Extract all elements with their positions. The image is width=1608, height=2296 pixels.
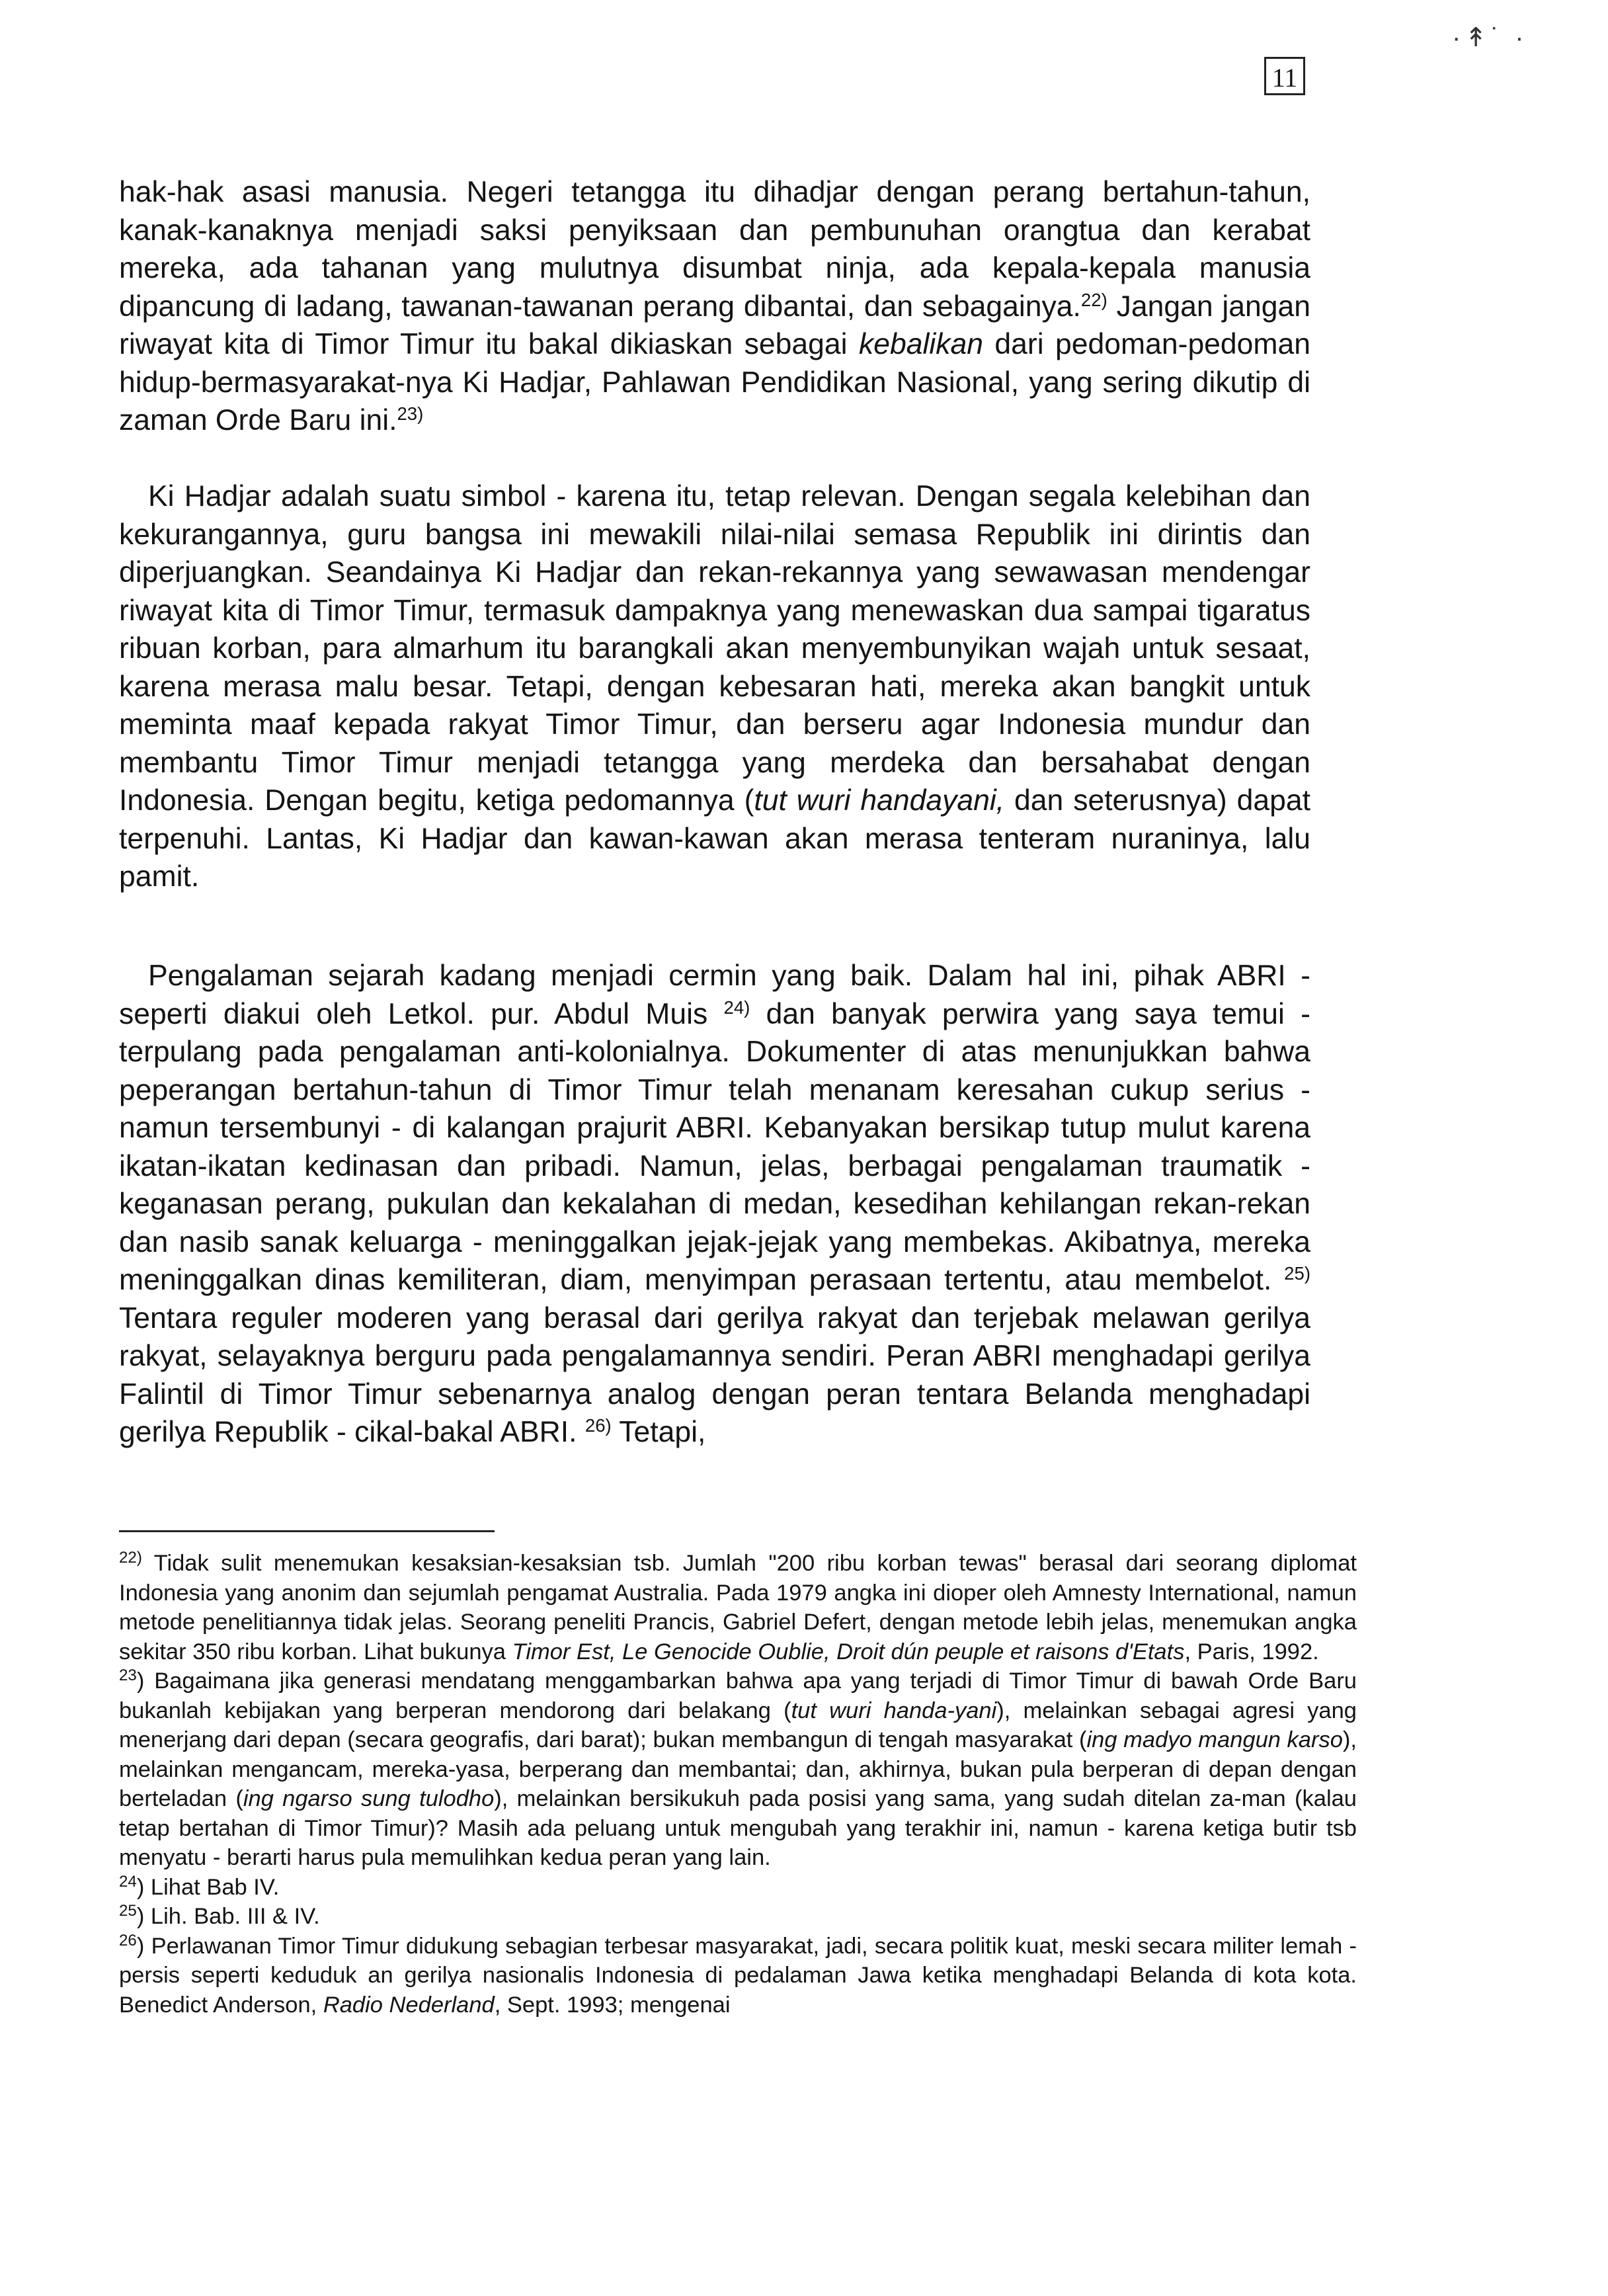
paragraph	[119, 477, 1310, 896]
footnote-23	[119, 1666, 1357, 1873]
text-run: Tentara reguler moderen yang berasal dari gerilya rakyat dan terjebak melawan gerilya rakyat, selayaknya berguru pada pengalamannya sendiri. Peran ABRI menghadapi gerilya Falintil di Timor Timur sebenarnya analog dengan peran tentara Belanda menghadapi gerilya Republik - cikal-bakal ABRI.	[119, 1301, 1310, 1448]
footnote-22	[119, 1549, 1357, 1666]
italic-text: kebalikan	[858, 328, 983, 360]
text-run: Tidak sulit menemukan kesaksian-kesaksian tsb. Jumlah "200 ribu korban tewas" berasal dari seorang diplomat Indonesia yang anonim dan sejumlah pengamat Australia. Pada 1979 angka ini dioper oleh Amnesty International, namun metode penelitiannya tidak jelas. Seorang peneliti Prancis, Gabriel Defert, dengan metode lebih jelas, menemukan angka sekitar 350 ribu korban. Lihat bukunya	[119, 1551, 1357, 1664]
body-paragraph-3	[119, 957, 1310, 1452]
footnote-ref: 26)	[584, 1414, 612, 1436]
footnote-25	[119, 1902, 1357, 1932]
text-run: dan seterusnya) dapat terpenuhi. Lantas, Ki Hadjar dan kawan-kawan akan merasa tenteram nuraninya, lalu pamit.	[119, 784, 1310, 893]
text-run: Jangan jangan riwayat kita di Timor Timur itu bakal dikiaskan sebagai	[119, 290, 1310, 360]
text-run: Pengalaman sejarah kadang menjadi cermin yang baik. Dalam hal ini, pihak ABRI - seperti diakui oleh Letkol. pur. Abdul Muis	[119, 960, 1310, 1030]
page-number: 11	[1264, 57, 1305, 95]
text-run: Tetapi,	[611, 1416, 706, 1448]
footnote-ref: 22)	[1080, 289, 1107, 310]
paragraph	[119, 173, 1310, 440]
paragraph	[119, 957, 1310, 1452]
text-run: ) Bagaimana jika generasi mendatang menggambarkan bahwa apa yang terjadi di Timor Timur di bawah Orde Baru bukanlah kebijakan yang berperan mendorong dari belakang (	[119, 1668, 1357, 1723]
text-run: ), melainkan bersikukuh pada posisi yang sama, yang sudah ditelan za-man (kalau tetap bertahan di Timor Timur)? Masih ada peluang untuk mengubah yang terakhir ini, namun - karena ketiga butir tsb menyatu - berarti harus pula memulihkan kedua peran yang lain.	[119, 1786, 1357, 1870]
footnote-ref: 25)	[1284, 1262, 1310, 1284]
footnote-separator	[119, 1530, 495, 1532]
text-run: hak-hak asasi manusia. Negeri tetangga itu dihadjar dengan perang bertahun-tahun, kanak-kanaknya menjadi saksi penyiksaan dan pembunuhan orangtua dan kerabat mereka, ada tahanan yang mulutnya disumbat ninja, ada kepala-kepala manusia dipancung di ladang, tawanan-tawanan perang dibantai, dan sebagainya.	[119, 176, 1310, 323]
text-run: dari pedoman-pedoman hidup-bermasyarakat-nya Ki Hadjar, Pahlawan Pendidikan Nasional, yang sering dikutip di zaman Orde Baru ini.	[119, 328, 1310, 436]
italic-text: ing ngarso sung tulodho	[243, 1786, 495, 1811]
text-run: ), melainkan mengancam, mereka-yasa, berperang dan membantai; dan, akhirnya, bukan pula berperan di depan dengan berteladan (	[119, 1727, 1357, 1811]
italic-text: tut wuri handa-yani	[791, 1698, 997, 1723]
footnote-26	[119, 1932, 1357, 2020]
body-paragraph-2	[119, 477, 1310, 896]
body-paragraph-1	[119, 173, 1310, 440]
footnotes	[119, 1549, 1357, 2020]
footnote-ref: 22)	[119, 1548, 142, 1567]
footnote-ref: 25	[119, 1901, 137, 1920]
text-run: dan banyak perwira yang saya temui - terpulang pada pengalaman anti-kolonialnya. Dokumenter di atas menunjukkan bahwa peperangan bertahun-tahun di Timor Timur telah menanam keresahan cukup serius - namun tersembunyi - di kalangan prajurit ABRI. Kebanyakan bersikap tutup mulut karena ikatan-ikatan kedinasan dan pribadi. Namun, jelas, berbagai pengalaman traumatik - keganasan perang, pukulan dan kekalahan di medan, kesedihan kehilangan rekan-rekan dan nasib sanak keluarga - meninggalkan jejak-jejak yang membekas. Akibatnya, mereka meninggalkan dinas kemiliteran, diam, menyimpan perasaan tertentu, atau membelot.	[119, 997, 1310, 1296]
italic-text: Timor Est, Le Genocide Oublie, Droit dún peuple et raisons d'Etats	[512, 1639, 1185, 1664]
scan-artifact-mark: ·↟˙ ·	[1452, 23, 1528, 52]
footnote-ref: 24	[119, 1872, 137, 1891]
footnote-ref: 23	[119, 1666, 137, 1684]
text-run: ) Lihat Bab IV.	[136, 1874, 280, 1900]
italic-text: ing madyo mangun karso	[1086, 1727, 1343, 1752]
footnote-24	[119, 1873, 1357, 1903]
footnote-ref: 23)	[397, 403, 424, 424]
footnote-ref: 24)	[723, 997, 750, 1018]
text-run: ) Perlawanan Timor Timur didukung sebagian terbesar masyarakat, jadi, secara politik kuat, meski secara militer lemah - persis seperti keduduk an gerilya nasionalis Indonesia di pedalaman Jawa ketika menghadapi Belanda di kota kota. Benedict Anderson,	[119, 1933, 1357, 2018]
text-run: Ki Hadjar adalah suatu simbol - karena itu, tetap relevan. Dengan segala kelebihan dan kekurangannya, guru bangsa ini mewakili nilai-nilai semasa Republik ini dirintis dan diperjuangkan. Seandainya Ki Hadjar dan rekan-rekannya yang sewawasan mendengar riwayat kita di Timor Timur, termasuk dampaknya yang menewaskan dua sampai tigaratus ribuan korban, para almarhum itu barangkali akan menyembunyikan wajah untuk sesaat, karena merasa malu besar. Tetapi, dengan kebesaran hati, mereka akan bangkit untuk meminta maaf kepada rakyat Timor Timur, dan berseru agar Indonesia mundur dan membantu Timor Timur menjadi tetangga yang merdeka dan bersahabat dengan Indonesia. Dengan begitu, ketiga pedomannya (	[119, 480, 1310, 817]
italic-text: Radio Nederland	[323, 1992, 495, 2018]
footnote-ref: 26	[119, 1931, 137, 1949]
text-run: ), melainkan sebagai agresi yang menerjang dari depan (secara geografis, dari barat); bukan membangun di tengah masyarakat (	[119, 1698, 1357, 1752]
text-run: , Sept. 1993; mengenai	[494, 1992, 731, 2018]
text-run: ) Lih. Bab. III & IV.	[136, 1904, 320, 1929]
text-run: , Paris, 1992.	[1184, 1639, 1319, 1664]
italic-text: tut wuri handayani,	[754, 784, 1005, 817]
